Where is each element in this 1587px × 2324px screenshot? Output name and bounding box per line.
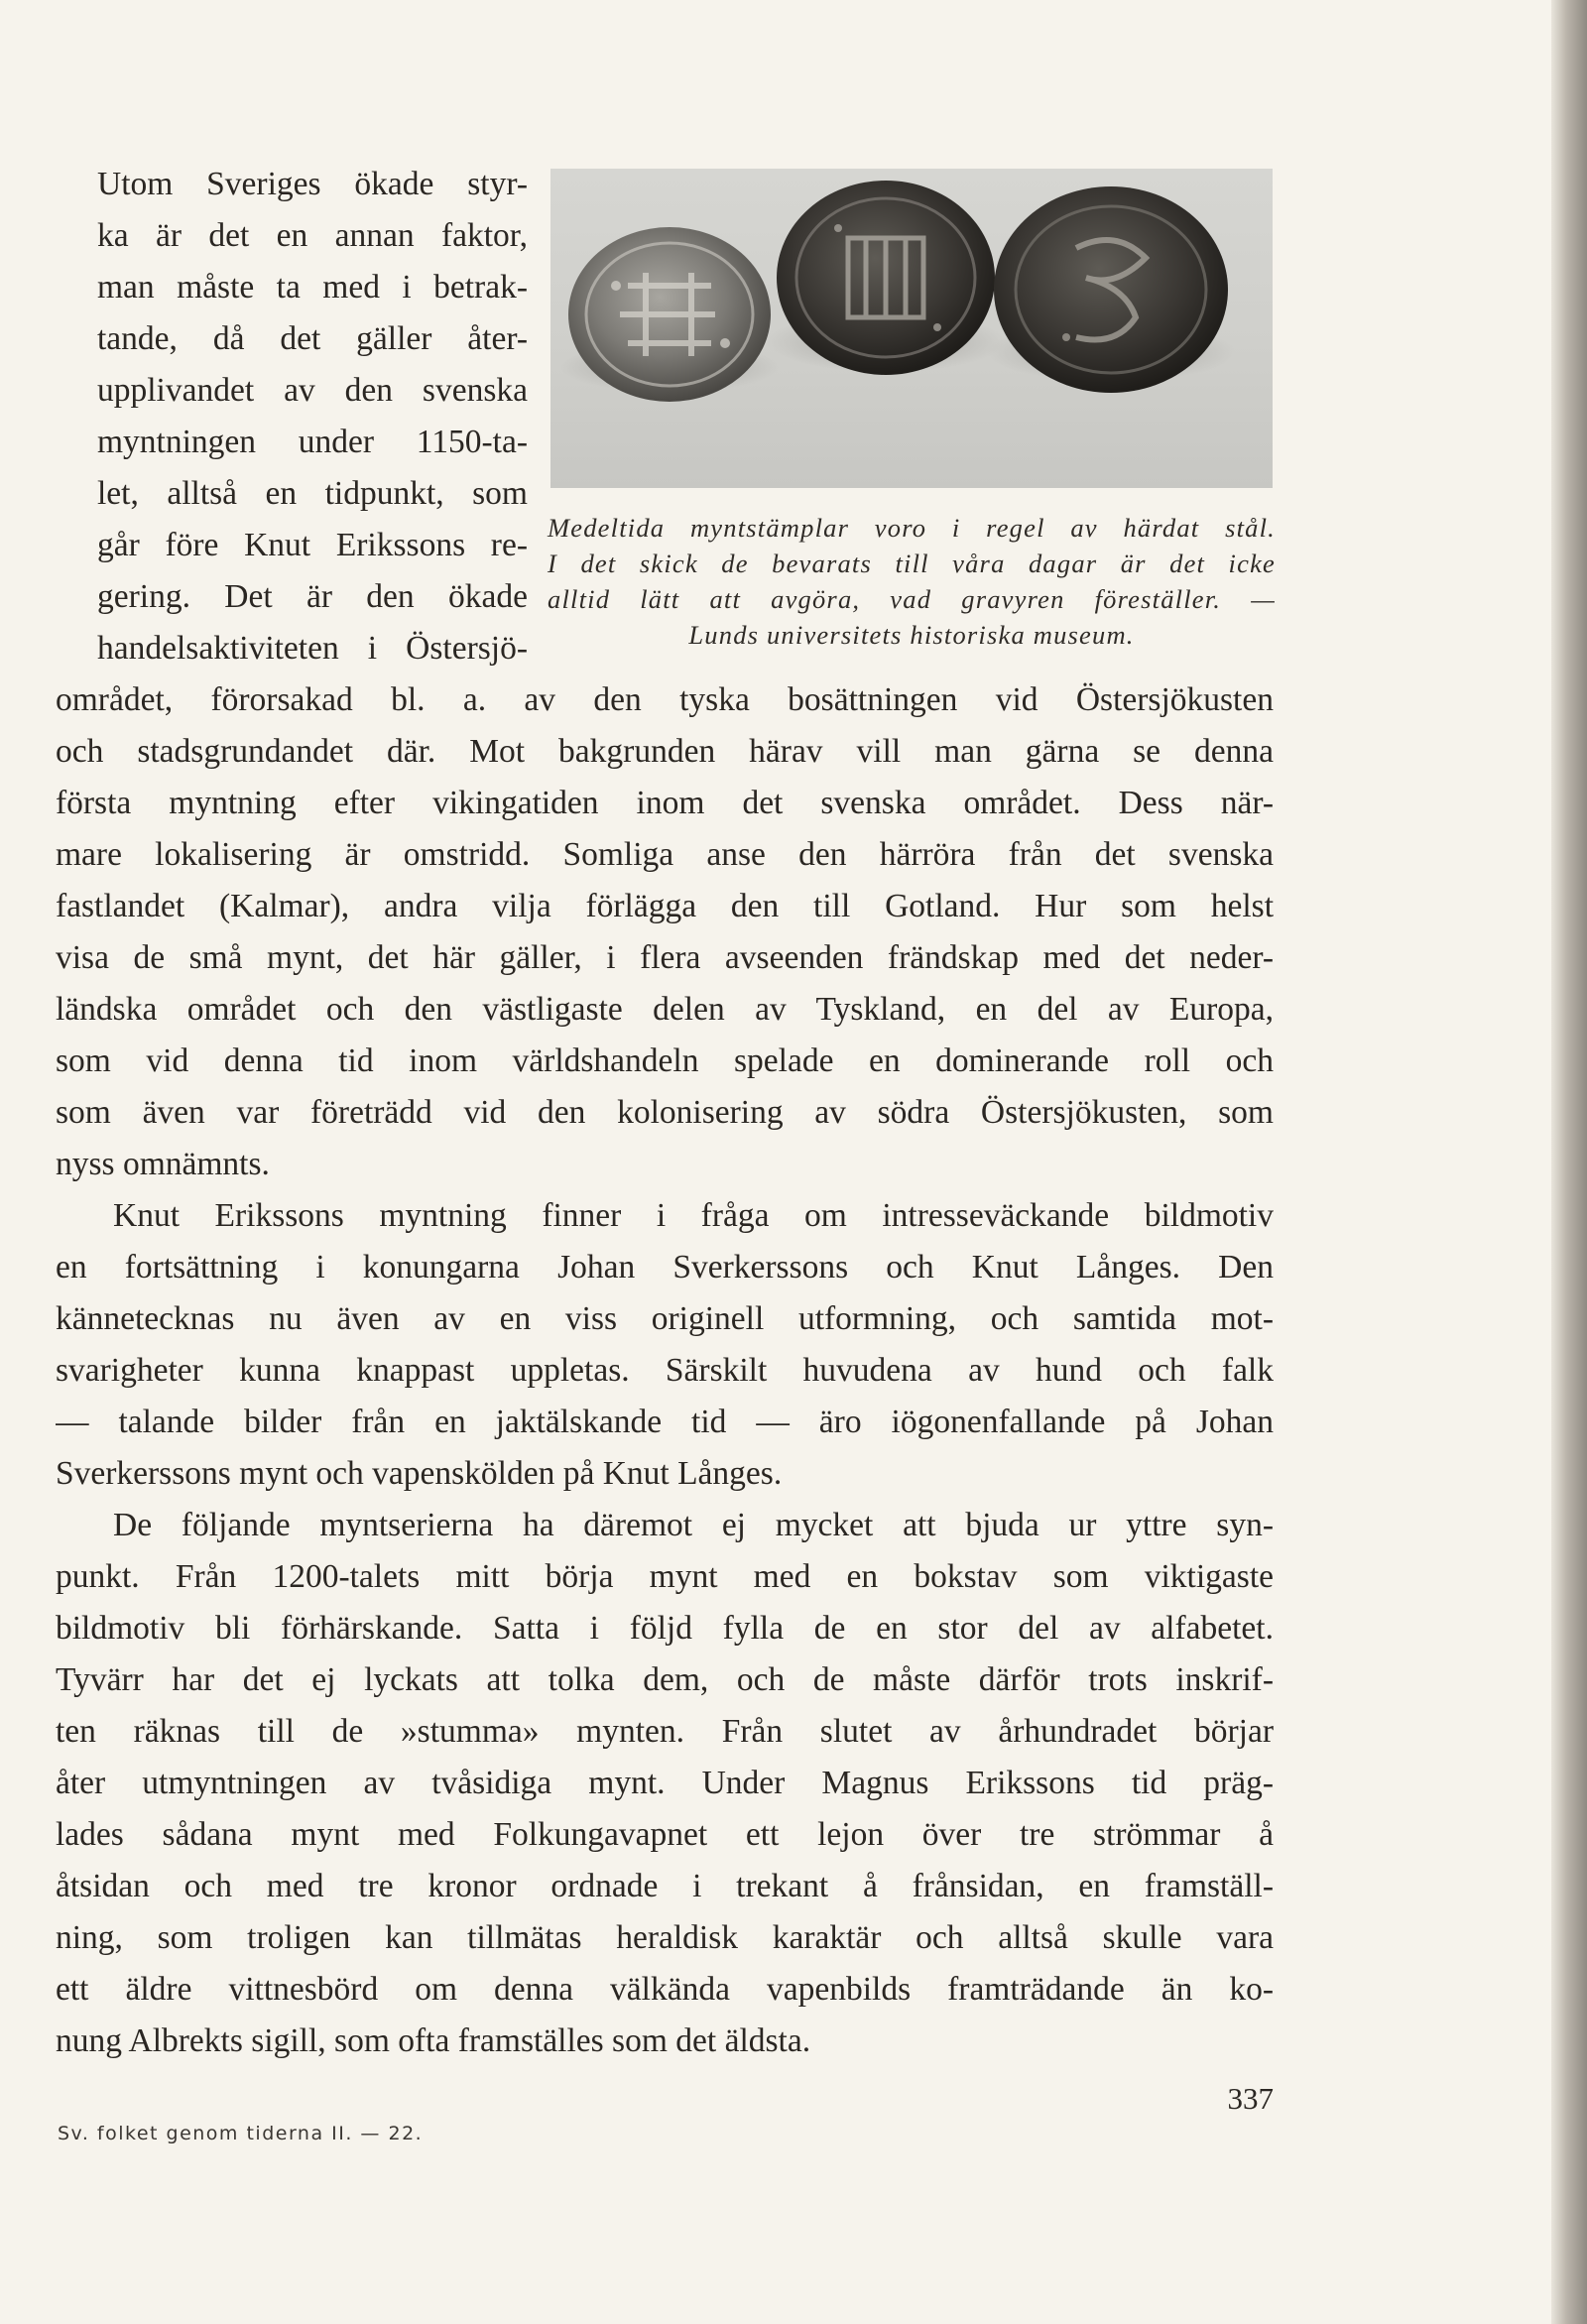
text-line: går före Knut Erikssons re- (97, 527, 528, 563)
text-line: svarigheter kunna knappast uppletas. Särskilt huvudena av hund och falk (56, 1352, 1274, 1389)
text-line: Tyvärr har det ej lyckats att tolka dem, och de måste därför trots inskrif- (56, 1661, 1274, 1698)
text-line: kännetecknas nu även av en viss originell utformning, och samtida mot- (56, 1300, 1274, 1337)
text-line: fastlandet (Kalmar), andra vilja förlägga den till Gotland. Hur som helst (56, 888, 1274, 924)
text-line: gering. Det är den ökade (97, 578, 528, 615)
caption-line: alltid lätt att avgöra, vad gravyren föreställer. — (548, 584, 1276, 614)
text-line: som även var företrädd vid den kolonisering av södra Östersjökusten, som (56, 1094, 1274, 1131)
coin-die-middle (777, 181, 995, 375)
text-line: ett äldre vittnesbörd om denna välkända vapenbilds framträdande än ko- (56, 1971, 1274, 2008)
text-line: visa de små mynt, det här gäller, i flera avseenden frändskap med det neder- (56, 939, 1274, 976)
footer-signature: Sv. folket genom tiderna II. — 22. (58, 2123, 424, 2144)
text-line: Sverkerssons mynt och vapenskölden på Knut Långes. (56, 1455, 783, 1492)
coin-dies-photo (550, 169, 1273, 488)
text-line: handelsaktiviteten i Östersjö- (97, 630, 528, 667)
text-line: åter utmyntningen av tvåsidiga mynt. Under Magnus Erikssons tid präg- (56, 1765, 1274, 1801)
caption-line: I det skick de bevarats till våra dagar är det icke (548, 549, 1276, 578)
caption-line: Lunds universitets historiska museum. (688, 620, 1135, 650)
text-line: första myntning efter vikingatiden inom det svenska området. Dess när- (56, 785, 1274, 821)
text-line: åtsidan och med tre kronor ordnade i trekant å frånsidan, en framställ- (56, 1868, 1274, 1904)
text-line: ning, som troligen kan tillmätas heraldisk karaktär och alltså skulle vara (56, 1919, 1274, 1956)
text-line: Utom Sveriges ökade styr- (97, 166, 528, 202)
caption-line: Medeltida myntstämplar voro i regel av härdat stål. (548, 513, 1276, 543)
text-line: ländska området och den västligaste delen av Tyskland, en del av Europa, (56, 991, 1274, 1028)
text-line: lades sådana mynt med Folkungavapnet ett lejon över tre strömmar å (56, 1816, 1274, 1853)
text-line: en fortsättning i konungarna Johan Sverkerssons och Knut Långes. Den (56, 1249, 1274, 1285)
text-line: ka är det en annan faktor, (97, 217, 528, 254)
text-line: mare lokalisering är omstridd. Somliga anse den härröra från det svenska (56, 836, 1274, 873)
text-line: ten räknas till de »stumma» mynten. Från slutet av århundradet börjar (56, 1713, 1274, 1750)
text-line: punkt. Från 1200-talets mitt börja mynt med en bokstav som viktigaste (56, 1558, 1274, 1595)
text-line: — talande bilder från en jaktälskande tid — äro iögonenfallande på Johan (56, 1404, 1274, 1440)
text-line: och stadsgrundandet där. Mot bakgrunden härav vill man gärna se denna (56, 733, 1274, 770)
coin-die-right (994, 186, 1228, 393)
paragraph-first-line: Knut Erikssons myntning finner i fråga om intresseväckande bildmotiv (113, 1197, 1274, 1234)
text-line: bildmotiv bli förhärskande. Satta i följd fylla de en stor del av alfabetet. (56, 1610, 1274, 1647)
text-line: myntningen under 1150-ta- (97, 424, 528, 460)
coin-die-left (568, 227, 771, 402)
page-edge (1551, 0, 1587, 2324)
text-line: som vid denna tid inom världshandeln spelade en dominerande roll och (56, 1042, 1274, 1079)
paragraph-first-line: De följande myntserierna ha däremot ej mycket att bjuda ur yttre syn- (113, 1507, 1274, 1543)
text-line: let, alltså en tidpunkt, som (97, 475, 528, 512)
text-line: nung Albrekts sigill, som ofta framställes som det äldsta. (56, 2022, 811, 2059)
coin-dies-illustration (550, 169, 1273, 488)
text-line: man måste ta med i betrak- (97, 269, 528, 306)
text-line: nyss omnämnts. (56, 1146, 270, 1182)
text-line: upplivandet av den svenska (97, 372, 528, 409)
page-number: 337 (1227, 2081, 1274, 2116)
text-line: tande, då det gäller åter- (97, 320, 528, 357)
text-line: området, förorsakad bl. a. av den tyska bosättningen vid Östersjökusten (56, 681, 1274, 718)
